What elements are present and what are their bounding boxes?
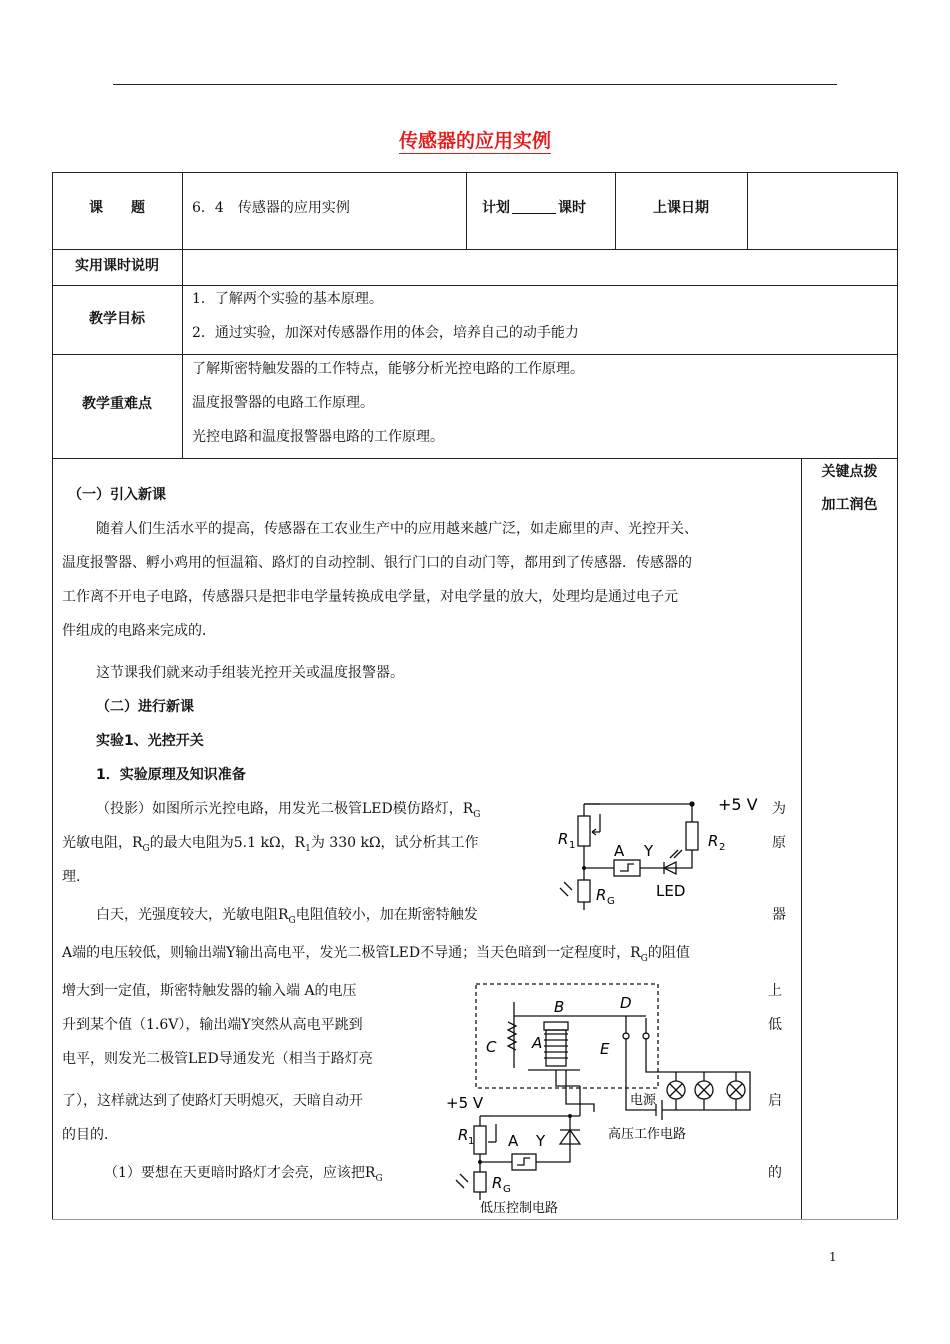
svg-text:R: R — [596, 886, 607, 904]
document-title: 传感器的应用实例 — [398, 130, 551, 152]
paragraph-line: 启 — [768, 1093, 782, 1109]
section-heading: （一）引入新课 — [68, 487, 166, 503]
svg-text:Y: Y — [536, 1132, 546, 1150]
light-control-circuit-figure — [552, 792, 772, 914]
svg-text:Y: Y — [644, 842, 654, 860]
page-number: 1 — [829, 1250, 837, 1264]
paragraph-line: 的目的． — [62, 1127, 118, 1143]
key-label: 教学重难点 — [82, 396, 152, 412]
svg-text:高压工作电路: 高压工作电路 — [608, 1127, 687, 1142]
paragraph-line: 为 — [772, 801, 786, 817]
svg-text:R: R — [708, 832, 719, 850]
plan-hours: 计划 课时 — [482, 200, 586, 216]
svg-text:C: C — [486, 1038, 497, 1056]
svg-text:R: R — [558, 830, 569, 848]
svg-text:2: 2 — [719, 842, 726, 853]
svg-text:+5 V: +5 V — [718, 795, 758, 814]
usage-label: 实用课时说明 — [75, 258, 159, 274]
paragraph-line: 这节课我们就来动手组装光控开关或温度报警器。 — [96, 665, 404, 681]
plan-blank[interactable] — [512, 213, 556, 214]
paragraph-line: 工作离不开电子电路，传感器只是把非电学量转换成电学量，对电学量的放大，处理均是通过电子元 — [62, 589, 678, 605]
svg-text:1: 1 — [569, 840, 576, 851]
svg-text:电源: 电源 — [630, 1093, 657, 1108]
svg-text:低压控制电路: 低压控制电路 — [480, 1201, 559, 1216]
svg-text:E: E — [600, 1040, 610, 1058]
svg-text:A: A — [508, 1132, 519, 1150]
paragraph-line: （投影）如图所示光控电路，用发光二极管LED模仿路灯，$R_G$ — [96, 801, 481, 820]
paragraph-line: 随着人们生活水平的提高，传感器在工农业生产中的应用越来越广泛，如走廊里的声、光控开关、 — [96, 521, 698, 537]
svg-text:A: A — [532, 1034, 543, 1052]
svg-text:R: R — [458, 1126, 469, 1144]
paragraph-line: 理． — [62, 869, 90, 885]
key-point: 温度报警器的电路工作原理。 — [192, 395, 374, 411]
paragraph-line: （1）要想在天更暗时路灯才会亮，应该把$R_G$ — [104, 1165, 383, 1184]
paragraph-line: 电平，则发光二极管LED导通发光（相当于路灯亮 — [62, 1051, 373, 1067]
paragraph-line: 上 — [768, 983, 782, 999]
paragraph-line: 了），这样就达到了使路灯天明熄灭，天暗自动开 — [62, 1093, 363, 1109]
svg-text:+5 V: +5 V — [446, 1094, 484, 1112]
paragraph-line: 器 — [772, 907, 786, 923]
svg-text:D: D — [620, 994, 632, 1012]
paragraph-line: 原 — [772, 835, 786, 851]
paragraph-line: 的 — [768, 1165, 782, 1181]
topic-label: 课 题 — [89, 200, 145, 216]
svg-text:B: B — [554, 998, 565, 1016]
side-note-1: 关键点拨 — [821, 464, 878, 480]
side-note-2: 加工润色 — [821, 497, 878, 513]
paragraph-line: 增大到一定值，斯密特触发器的输入端 A的电压 — [62, 983, 357, 999]
svg-text:A: A — [614, 842, 625, 860]
experiment-heading: 实验1、光控开关 — [96, 733, 204, 749]
paragraph-line: 低 — [768, 1017, 782, 1033]
svg-text:R: R — [492, 1174, 503, 1192]
topic-value: 6．4 传感器的应用实例 — [192, 200, 350, 216]
paragraph-line: 升到某个值（1.6V），输出端Y突然从高电平跳到 — [62, 1017, 363, 1033]
svg-text:LED: LED — [656, 882, 686, 900]
goals-label: 教学目标 — [89, 311, 145, 327]
key-point: 了解斯密特触发器的工作特点，能够分析光控电路的工作原理。 — [192, 361, 584, 377]
relay-circuit-figure — [440, 978, 758, 1216]
paragraph-line: A端的电压较低，则输出端Y输出高电平，发光二极管LED不导通；当天色暗到一定程度时，$R_G$的阻值 — [62, 945, 690, 964]
svg-text:1: 1 — [468, 1136, 475, 1147]
paragraph-line: 白天，光强度较大，光敏电阻$R_G$电阻值较小，加在斯密特触发 — [96, 907, 478, 926]
svg-text:G: G — [607, 896, 615, 907]
section-heading: （二）进行新课 — [96, 699, 194, 715]
svg-text:G: G — [503, 1184, 511, 1195]
goal-item: 1．了解两个实验的基本原理。 — [192, 291, 383, 307]
subsection-heading: 1．实验原理及知识准备 — [96, 767, 246, 783]
header-rule — [113, 84, 837, 85]
paragraph-line: 件组成的电路来完成的． — [62, 623, 216, 639]
goal-item: 2．通过实验，加深对传感器作用的体会，培养自己的动手能力 — [192, 325, 579, 341]
paragraph-line: 温度报警器、孵小鸡用的恒温箱、路灯的自动控制、银行门口的自动门等，都用到了传感器．传感器的 — [62, 555, 692, 571]
key-point: 光控电路和温度报警器电路的工作原理。 — [192, 429, 444, 445]
paragraph-line: 光敏电阻，$R_G$的最大电阻为5.1 kΩ，$R_1$为 330 kΩ，试分析其工作 — [62, 835, 479, 854]
date-label: 上课日期 — [653, 200, 709, 216]
